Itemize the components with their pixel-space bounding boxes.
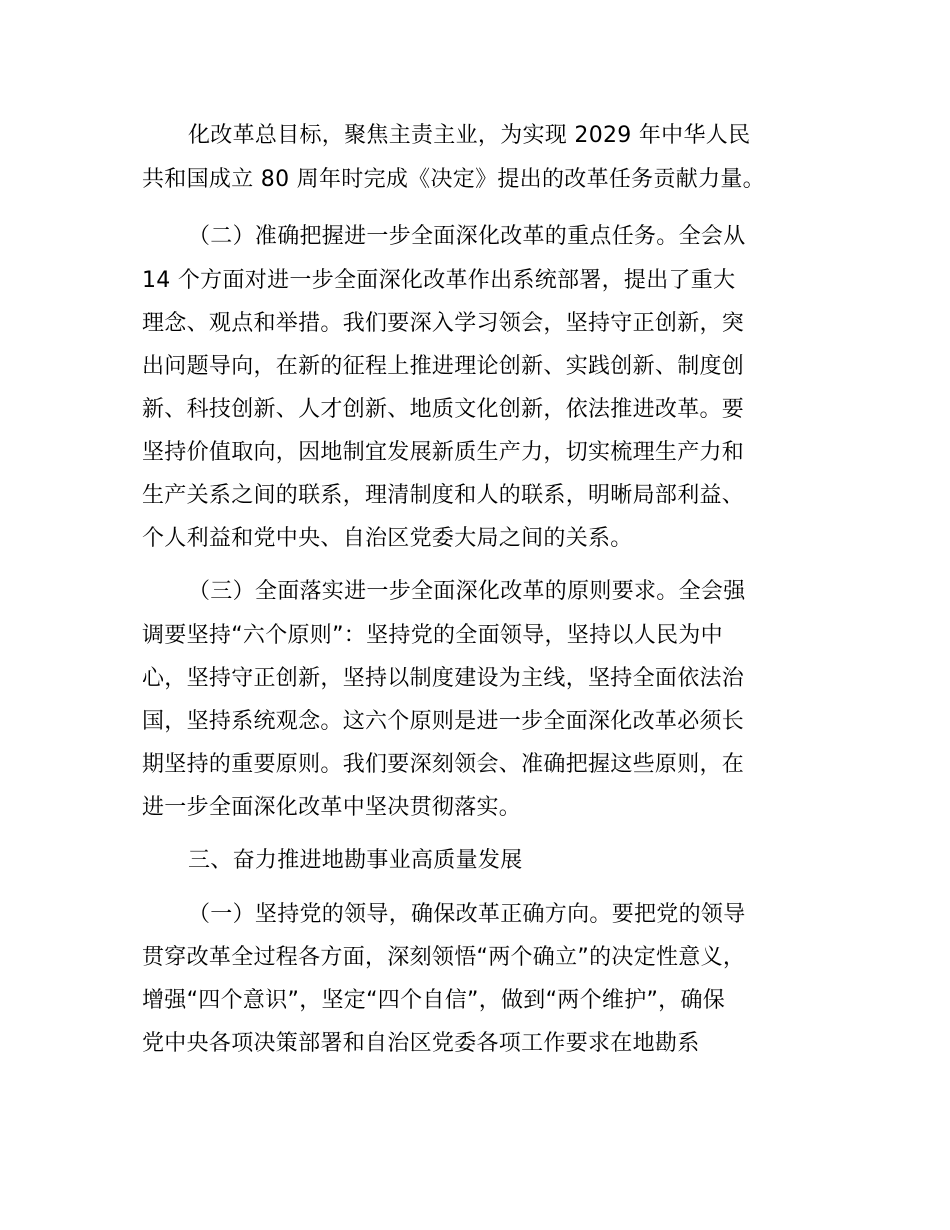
paragraph-line: 进一步全面深化改革中坚决贯彻落实。	[142, 795, 522, 820]
paragraph-line: （三）全面落实进一步全面深化改革的原则要求。全会强	[188, 579, 746, 604]
paragraph-line: 调要坚持“六个原则”：坚持党的全面领导，坚持以人民为中	[142, 623, 723, 648]
paragraph-line: 国，坚持系统观念。这六个原则是进一步全面深化改革必须长	[142, 709, 745, 734]
paragraph-line: 增强“四个意识”，坚定“四个自信”，做到“两个维护”，确保	[142, 988, 726, 1013]
paragraph-line: 理念、观点和举措。我们要深入学习领会，坚持守正创新，突	[142, 311, 745, 336]
section-heading: 三、奋力推进地勘事业高质量发展	[188, 848, 523, 873]
paragraph-line: 14 个方面对进一步全面深化改革作出系统部署，提出了重大	[142, 268, 736, 293]
paragraph-line: 共和国成立 80 周年时完成《决定》提出的改革任务贡献力量。	[142, 167, 765, 192]
paragraph-line: 党中央各项决策部署和自治区党委各项工作要求在地勘系	[142, 1031, 700, 1056]
paragraph-line: 贯穿改革全过程各方面，深刻领悟“两个确立”的决定性意义，	[142, 945, 746, 970]
paragraph-line: 出问题导向，在新的征程上推进理论创新、实践创新、制度创	[142, 354, 745, 379]
paragraph-line: 生产关系之间的联系，理清制度和人的联系，明晰局部利益、	[142, 483, 745, 508]
paragraph-line: （二）准确把握进一步全面深化改革的重点任务。全会从	[188, 224, 746, 249]
paragraph-line: 心，坚持守正创新，坚持以制度建设为主线，坚持全面依法治	[142, 666, 745, 691]
paragraph-line: 新、科技创新、人才创新、地质文化创新，依法推进改革。要	[142, 397, 745, 422]
paragraph-line: 个人利益和党中央、自治区党委大局之间的关系。	[142, 526, 633, 551]
paragraph-line: 期坚持的重要原则。我们要深刻领会、准确把握这些原则，在	[142, 752, 745, 777]
paragraph-line: 坚持价值取向，因地制宜发展新质生产力，切实梳理生产力和	[142, 440, 745, 465]
paragraph-line: （一）坚持党的领导，确保改革正确方向。要把党的领导	[188, 902, 746, 927]
paragraph-line: 化改革总目标，聚焦主责主业，为实现 2029 年中华人民	[188, 123, 751, 148]
